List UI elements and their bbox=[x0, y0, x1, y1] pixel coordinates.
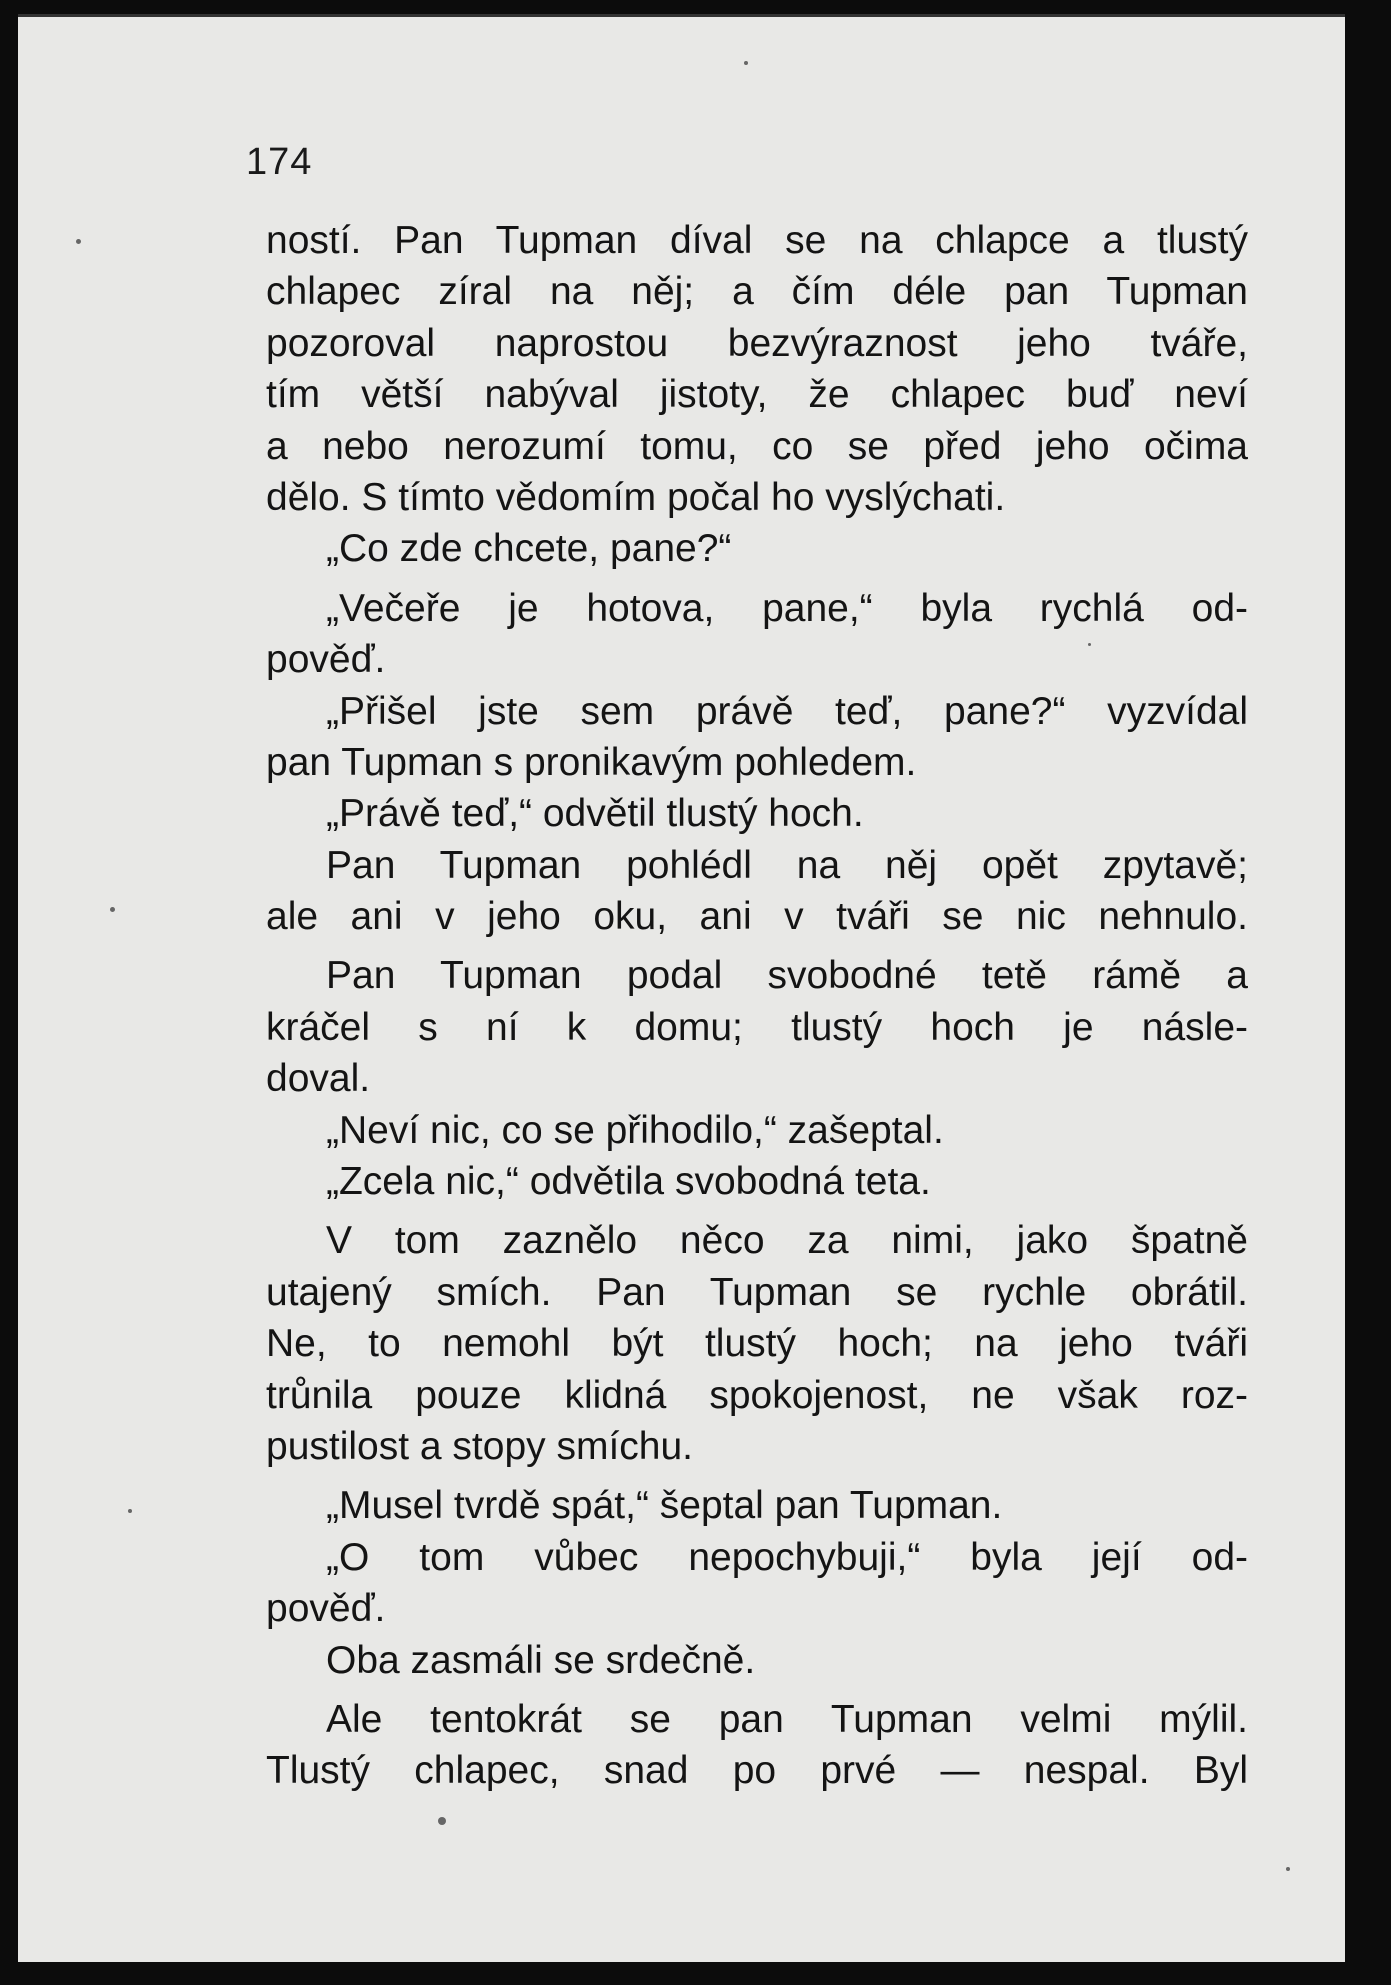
text-line: a nebo nerozumí tomu, co se před jeho očima bbox=[266, 424, 1248, 468]
text-line: Ale tentokrát se pan Tupman velmi mýlil. bbox=[326, 1697, 1248, 1741]
text-line: chlapec zíral na něj; a čím déle pan Tupman bbox=[266, 270, 1248, 314]
text-line: „Co zde chcete, pane?“ bbox=[326, 527, 732, 571]
text-line: pan Tupman s pronikavým pohledem. bbox=[266, 740, 917, 784]
text-line: ností. Pan Tupman díval se na chlapce a tlustý bbox=[266, 219, 1248, 262]
text-line: ale ani v jeho oku, ani v tváři se nic nehnulo. bbox=[266, 895, 1248, 939]
text-line: Oba zasmáli se srdečně. bbox=[326, 1638, 756, 1682]
text-line: pověď. bbox=[266, 1587, 386, 1631]
text-line: „Večeře je hotova, pane,“ byla rychlá od- bbox=[326, 586, 1248, 630]
page-number: 174 bbox=[246, 141, 313, 183]
text-line: „Přišel jste sem právě teď, pane?“ vyzvídal bbox=[326, 689, 1248, 733]
text-line: dělo. S tímto vědomím počal ho vyslýchati. bbox=[266, 475, 1006, 519]
text-line: V tom zaznělo něco za nimi, jako špatně bbox=[326, 1219, 1248, 1263]
text-line: kráčel s ní k domu; tlustý hoch je násle- bbox=[266, 1005, 1248, 1049]
scan-speck bbox=[1286, 1867, 1290, 1871]
text-line: „Musel tvrdě spát,“ šeptal pan Tupman. bbox=[326, 1484, 1003, 1528]
scan-speck bbox=[128, 1509, 132, 1513]
text-line: Pan Tupman podal svobodné tetě rámě a bbox=[326, 954, 1248, 998]
text-line: „Zcela nic,“ odvětila svobodná teta. bbox=[326, 1160, 931, 1204]
text-line: Pan Tupman pohlédl na něj opět zpytavě; bbox=[326, 843, 1248, 887]
body-text bbox=[266, 215, 1248, 1797]
text-line: tím větší nabýval jistoty, že chlapec buď neví bbox=[266, 373, 1248, 417]
text-line: „Právě teď,“ odvětil tlustý hoch. bbox=[326, 792, 864, 836]
scan-speck bbox=[110, 907, 115, 912]
text-line: pověď. bbox=[266, 638, 386, 682]
text-line: pozoroval naprostou bezvýraznost jeho tváře, bbox=[266, 321, 1248, 365]
text-line: Ne, to nemohl být tlustý hoch; na jeho tváři bbox=[266, 1322, 1248, 1366]
text-line: Tlustý chlapec, snad po prvé — nespal. Byl bbox=[266, 1749, 1248, 1793]
scan-speck bbox=[744, 61, 748, 65]
text-line: doval. bbox=[266, 1057, 371, 1101]
text-line: trůnila pouze klidná spokojenost, ne však roz- bbox=[266, 1373, 1248, 1417]
scan-speck bbox=[76, 239, 81, 244]
text-line: „Neví nic, co se přihodilo,“ zašeptal. bbox=[326, 1108, 944, 1152]
text-line: utajený smích. Pan Tupman se rychle obrátil. bbox=[266, 1270, 1248, 1314]
scan-speck bbox=[438, 1817, 446, 1825]
book-page bbox=[18, 14, 1345, 1962]
text-line: „O tom vůbec nepochybuji,“ byla její od- bbox=[326, 1535, 1248, 1579]
scan-speck bbox=[1088, 643, 1091, 646]
text-line: pustilost a stopy smíchu. bbox=[266, 1424, 694, 1468]
